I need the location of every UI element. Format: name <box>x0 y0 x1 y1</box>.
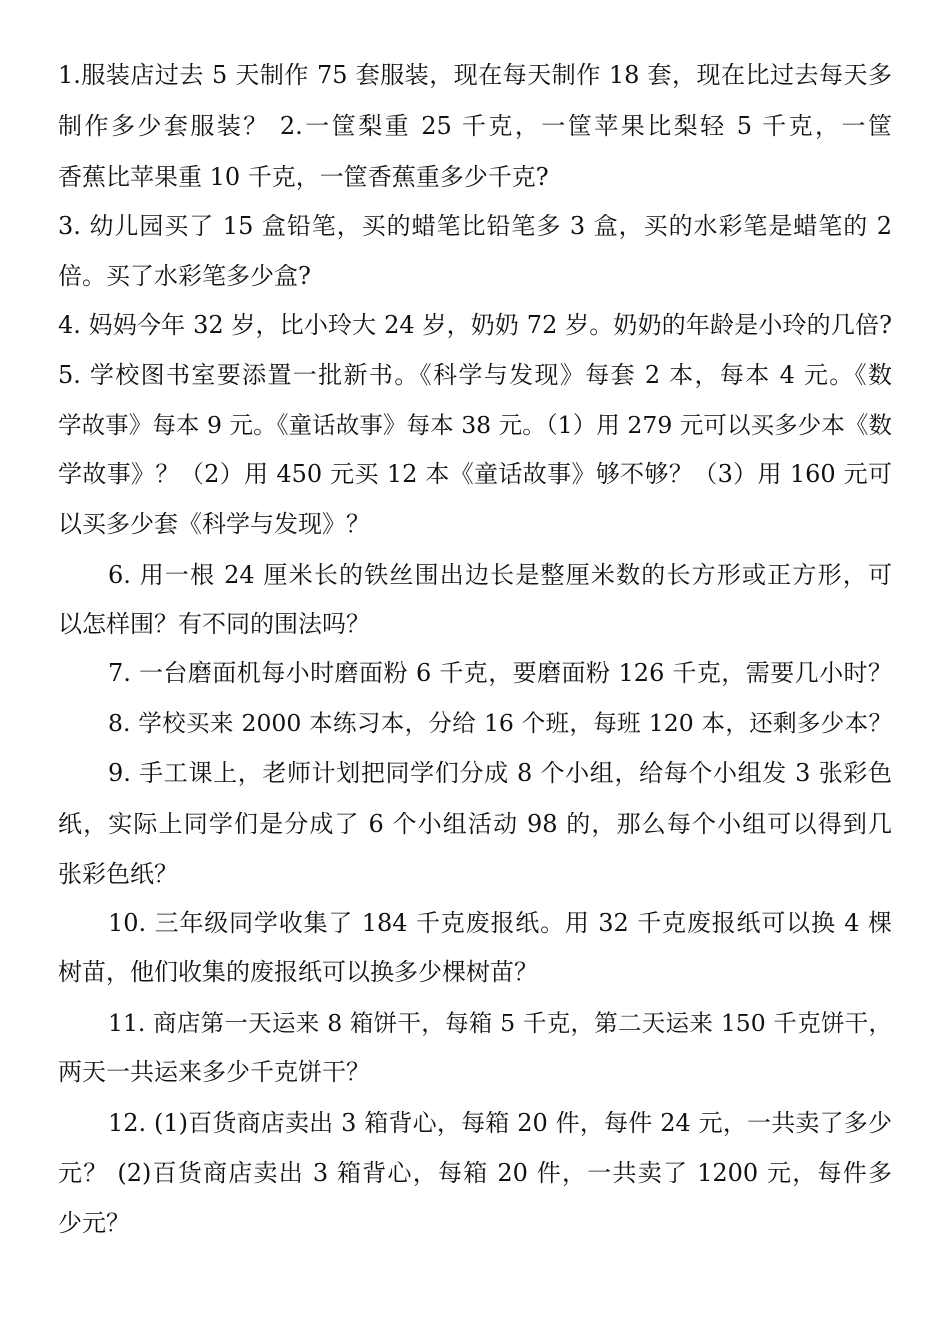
text-line: 8. 学校买来 2000 本练习本，分给 16 个班，每班 120 本，还剩多少本？ <box>108 709 892 737</box>
text-line: 香蕉比苹果重 10 千克，一筐香蕉重多少千克? <box>58 163 549 191</box>
text-line: 以买多少套《科学与发现》？ <box>58 510 370 538</box>
text-line: 3. 幼儿园买了 15 盒铅笔，买的蜡笔比铅笔多 3 盒，买的水彩笔是蜡笔的 2 <box>58 212 892 240</box>
text-line: 学故事》每本 9 元。《童话故事》每本 38 元。（1）用 279 元可以买多少本《数 <box>58 411 892 439</box>
text-line: 少元？ <box>58 1209 130 1237</box>
text-line: 两天一共运来多少千克饼干？ <box>58 1058 370 1086</box>
text-line: 11. 商店第一天运来 8 箱饼干，每箱 5 千克，第二天运来 150 千克饼干， <box>108 1009 892 1037</box>
text-line: 7. 一台磨面机每小时磨面粉 6 千克，要磨面粉 126 千克，需要几小时？ <box>108 659 892 687</box>
text-line: 4. 妈妈今年 32 岁，比小玲大 24 岁，奶奶 72 岁。奶奶的年龄是小玲的几倍? <box>58 311 892 339</box>
text-line: 6. 用一根 24 厘米长的铁丝围出边长是整厘米数的长方形或正方形，可 <box>108 561 892 589</box>
text-line: 倍。买了水彩笔多少盒? <box>58 262 311 290</box>
text-line: 学故事》？（2）用 450 元买 12 本《童话故事》够不够？（3）用 160 元可 <box>58 460 892 488</box>
text-line: 制作多少套服装？ 2.一筐梨重 25 千克，一筐苹果比梨轻 5 千克，一筐 <box>58 112 892 140</box>
text-line: 以怎样围？有不同的围法吗？ <box>58 610 370 638</box>
text-line: 1.服装店过去 5 天制作 75 套服装，现在每天制作 18 套，现在比过去每天多 <box>58 61 892 89</box>
text-line: 9. 手工课上，老师计划把同学们分成 8 个小组，给每个小组发 3 张彩色 <box>108 759 892 787</box>
text-line: 元？ (2)百货商店卖出 3 箱背心，每箱 20 件，一共卖了 1200 元，每件多 <box>58 1159 892 1187</box>
text-line: 张彩色纸？ <box>58 860 178 888</box>
text-line: 纸，实际上同学们是分成了 6 个小组活动 98 的，那么每个小组可以得到几 <box>58 810 892 838</box>
text-line: 5. 学校图书室要添置一批新书。《科学与发现》每套 2 本，每本 4 元。《数 <box>58 361 892 389</box>
text-line: 树苗，他们收集的废报纸可以换多少棵树苗？ <box>58 958 538 986</box>
text-line: 12. (1)百货商店卖出 3 箱背心，每箱 20 件，每件 24 元，一共卖了多少 <box>108 1109 892 1137</box>
text-line: 10. 三年级同学收集了 184 千克废报纸。用 32 千克废报纸可以换 4 棵 <box>108 909 892 937</box>
